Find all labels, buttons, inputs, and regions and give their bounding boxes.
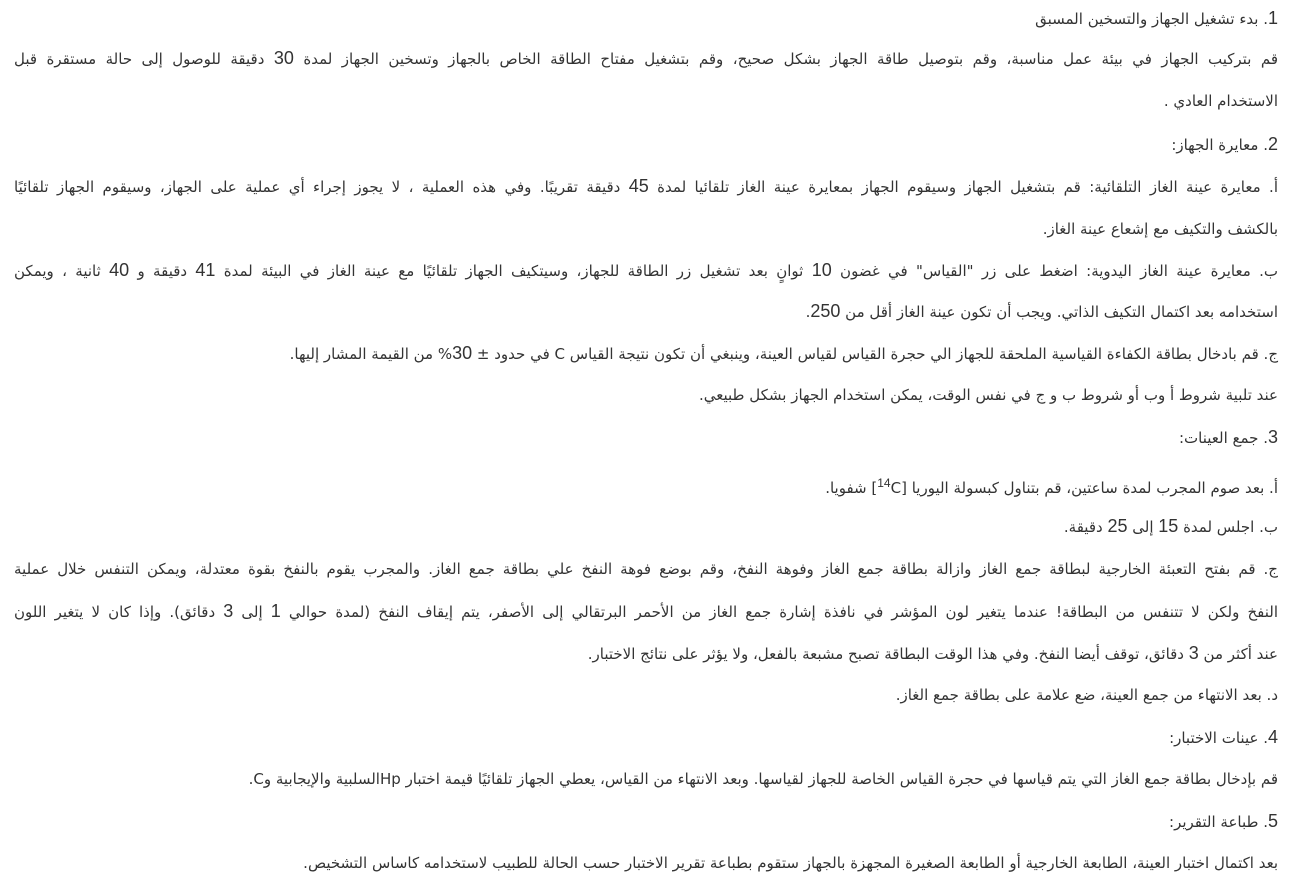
text-run: ثوانٍ بعد تشغيل زر الطاقة للجهاز، وسيتكيف الجهاز تلقائيًا مع عينة الغاز في البيئة لمدة [215, 262, 812, 280]
text-run: . معايرة الجهاز: [1171, 136, 1268, 154]
section-4-heading [14, 727, 1278, 748]
text-run: إلى [233, 603, 271, 621]
text-run: بالكشف والتكيف مع إشعاع عينة الغاز. [1042, 220, 1278, 238]
text-run: ج. قم بادخال بطاقة الكفاءة القياسية الملحقة للجهاز الي حجرة القياس لقياس العينة، وينبغي أن تكون نتيجة القياس C في حدود ± [472, 345, 1278, 363]
section-5-paragraph [14, 853, 1278, 873]
text-run: ج. قم بفتح التعبئة الخارجية لبطاقة جمع الغاز وازالة بطاقة جمع الغاز وفوهة النفخ، وقم بوضع فوهة النفخ علي بطاقة جمع الغاز. والمجرب يقوم بالنفخ بقوة معتدلة، ويمكن التنفس خلال عملية [14, 560, 1278, 578]
item-3d [14, 685, 1278, 705]
text-run: بعد اكتمال اختبار العينة، الطابعة الخارجية أو الطابعة الصغيرة المجهزة بالجهاز ستقوم بطباعة تقرير الاختبار حسب الحالة للطبيب لاستخدامه كاساس التشخيص. [303, 854, 1278, 872]
number-text: 45 [628, 176, 649, 196]
text-run: . [805, 303, 811, 321]
number-text: 10 [811, 260, 832, 280]
section-1-heading [14, 8, 1278, 29]
number-text: 40 [109, 260, 130, 280]
section-5-heading [14, 811, 1278, 832]
section-2-heading [14, 134, 1278, 155]
number-text: 3 [1267, 427, 1278, 447]
item-3c-line-3 [14, 643, 1278, 664]
item-2a-line-1 [14, 176, 1278, 197]
number-text: 3 [223, 601, 234, 621]
text-run: . عينات الاختبار: [1169, 729, 1268, 747]
number-text: 5 [1267, 811, 1278, 831]
text-run: النفخ ولكن لا تتنفس من البطاقة! عندما يتغير لون المؤشر في نافذة إشارة جمع الغاز من الأحمر البرتقالي إلى الأصفر، يتم إيقاف النفخ (لمدة حوالي [280, 603, 1278, 621]
text-run: % من القيمة المشار إليها. [289, 345, 453, 363]
number-text: 15 [1158, 516, 1179, 536]
text-run: ثانية ، ويمكن [14, 262, 110, 280]
text-run: دقيقة للوصول إلى حالة مستقرة قبل [14, 50, 274, 68]
section-2-note [14, 385, 1278, 405]
text-run: دقيقة تقريبًا. وفي هذه العملية ، لا يجوز إجراء أي عملية على الجهاز، وسيقوم الجهاز تلقائيًا [14, 178, 629, 196]
text-run: دقائق). وإذا كان لا يتغير اللون [14, 603, 224, 621]
text-run: دقيقة و [129, 262, 196, 280]
text-run: . طباعة التقرير: [1169, 813, 1268, 831]
text-run: . بدء تشغيل الجهاز والتسخين المسبق [1035, 10, 1268, 28]
item-2b-line-1 [14, 260, 1278, 281]
text-run: الاستخدام العادي . [1163, 92, 1278, 110]
text-run: دقيقة. [1063, 518, 1108, 536]
text-run: أ. بعد صوم المجرب لمدة ساعتين، قم بتناول كبسولة اليوريا [ [901, 479, 1278, 497]
number-text: 1 [1267, 8, 1278, 28]
text-run: عند تلبية شروط أ وب أو شروط ب و ج في نفس الوقت، يمكن استخدام الجهاز بشكل طبيعي. [698, 386, 1278, 404]
number-text: 41 [195, 260, 216, 280]
text-run: قم بإدخال بطاقة جمع الغاز التي يتم قياسها في حجرة القياس الخاصة للجهاز لقياسها. وبعد الانتهاء من القياس، يعطي الجهاز تلقائيًا قيمة اختبار Hpالسلبية والإيجابية وC. [248, 770, 1278, 788]
number-text: 2 [1267, 134, 1278, 154]
text-run: ب. معايرة عينة الغاز اليدوية: اضغط على زر "القياس" في غضون [831, 262, 1278, 280]
text-run: أ. معايرة عينة الغاز التلقائية: قم بتشغيل الجهاز وسيقوم الجهاز بمعايرة عينة الغاز تلقائيا لمدة [648, 178, 1278, 196]
item-3a [14, 473, 1278, 498]
number-text: 1 [270, 601, 281, 621]
number-text: 30 [452, 343, 473, 363]
item-2a-line-2 [14, 219, 1278, 239]
text-run: ب. اجلس لمدة [1178, 518, 1278, 536]
section-3-heading [14, 427, 1278, 448]
item-2c [14, 343, 1278, 364]
text-run: قم بتركيب الجهاز في بيئة عمل مناسبة، وقم بتوصيل طاقة الجهاز بشكل صحيح، وقم بتشغيل مفتاح الطاقة الخاص بالجهاز وتسخين الجهاز لمدة [293, 50, 1279, 68]
item-3c-line-2 [14, 601, 1278, 622]
number-text: 250 [810, 301, 841, 321]
text-run: عند أكثر من [1198, 645, 1278, 663]
number-text: 3 [1188, 643, 1199, 663]
item-2b-line-2 [14, 301, 1278, 322]
number-text: 30 [273, 48, 294, 68]
number-text: 14 [877, 476, 891, 490]
text-run: . جمع العينات: [1178, 429, 1268, 447]
text-run: إلى [1127, 518, 1159, 536]
section-1-paragraph-line-2 [14, 91, 1278, 111]
section-4-paragraph [14, 769, 1278, 789]
number-text: 4 [1267, 727, 1278, 747]
item-3c-line-1 [14, 559, 1278, 579]
text-run: C] شفويا. [825, 479, 902, 497]
text-run: استخدامه بعد اكتمال التكيف الذاتي. ويجب أن تكون عينة الغاز أقل من [840, 303, 1278, 321]
section-1-paragraph-line-1 [14, 48, 1278, 69]
text-run: دقائق، توقف أيضا النفخ. وفي هذا الوقت البطاقة تصبح مشبعة بالفعل، ولا يؤثر على نتائج الاختبار. [587, 645, 1189, 663]
text-run: د. بعد الانتهاء من جمع العينة، ضع علامة على بطاقة جمع الغاز. [895, 686, 1278, 704]
number-text: 25 [1107, 516, 1128, 536]
item-3b [14, 516, 1278, 537]
